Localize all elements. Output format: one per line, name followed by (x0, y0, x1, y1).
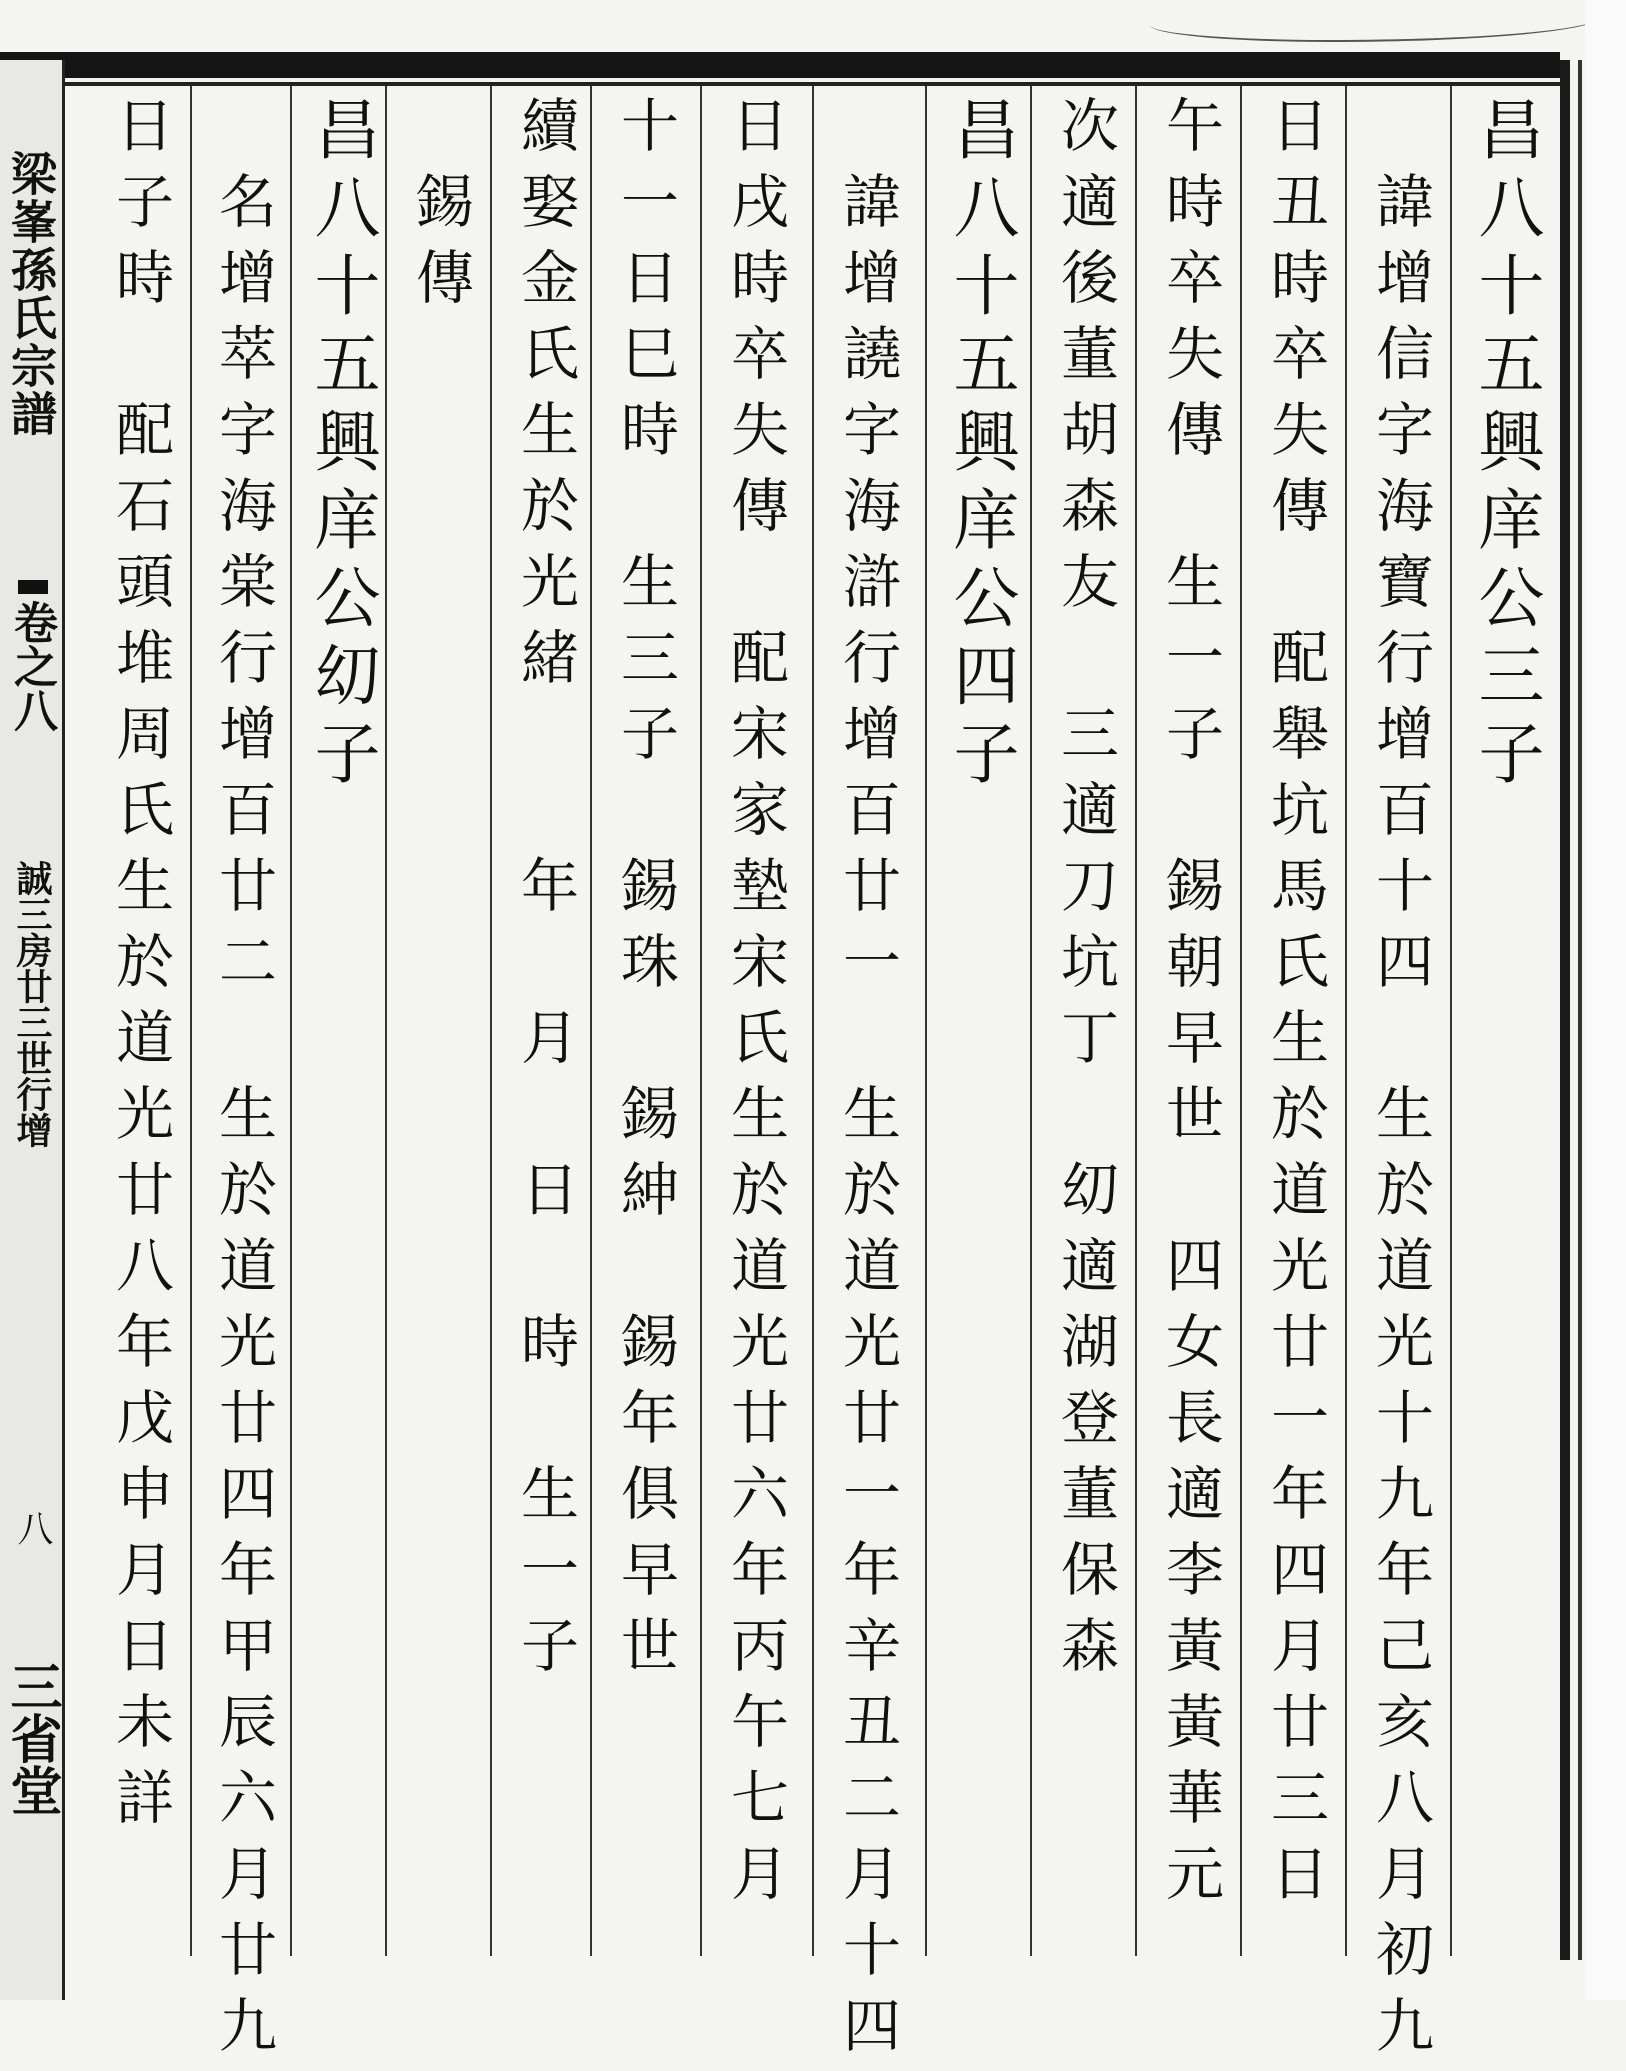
column-rule (490, 86, 492, 1956)
text-column-7: 諱增譊字海滸行增百廿一 生於道光廿一年辛丑二月十四 (833, 95, 901, 2071)
column-rule (1345, 86, 1347, 1956)
column-rule (290, 86, 292, 1956)
text-column-4: 午時卒失傳 生一子 錫朝早世 四女長適李黃黃華元 (1156, 95, 1224, 1919)
text-column-3: 日丑時卒失傳 配舉坑馬氏生於道光廿一年四月廿三日 (1261, 95, 1329, 1919)
page-number: 八 (12, 1510, 53, 1546)
text-column-12: 昌八十五興庠公㓜子 (303, 95, 380, 797)
column-rule (1240, 86, 1242, 1956)
column-rule (1450, 86, 1452, 1956)
book-title: 梁峯孫氏宗譜 (4, 150, 58, 438)
column-rule (925, 86, 927, 1956)
text-column-11: 錫傳 (406, 95, 474, 323)
page-curl (1150, 0, 1600, 42)
page-edge (1585, 0, 1626, 2000)
text-column-8: 日戌時卒失傳 配宋家墊宋氏生於道光廿六年丙午七月 (721, 95, 789, 1919)
text-column-5: 次適後董胡森友 三適刀坑丁 㓜適湖登董保森 (1051, 95, 1119, 1691)
text-column-10: 續娶金氏生於光緒 年 月 日 時 生一子 (511, 95, 579, 1691)
hall-name: 三省堂 (1, 1660, 62, 1816)
center-margin (0, 60, 65, 2000)
text-column-6: 昌八十五興庠公四子 (942, 95, 1019, 797)
text-column-13: 名增萃字海棠行增百廿二 生於道光廿四年甲辰六月廿九 (209, 95, 277, 2071)
column-rule (812, 86, 814, 1956)
column-rule (590, 86, 592, 1956)
column-rule (1030, 86, 1032, 1956)
text-column-2: 諱增信字海寶行增百十四 生於道光十九年己亥八月初九 (1366, 95, 1434, 2071)
branch-label: 誠三房廿三世行增 (11, 860, 53, 1148)
fish-tail-mark (18, 580, 48, 594)
text-column-9: 十一日巳時 生三子 錫珠 錫紳 錫年俱早世 (611, 95, 679, 1691)
right-border-thin (1578, 60, 1582, 1960)
column-rule (190, 86, 192, 1956)
volume-label: 卷之八 (6, 600, 57, 732)
column-rule (700, 86, 702, 1956)
text-column-1: 昌八十五興庠公三子 (1467, 95, 1544, 797)
top-border-thin (0, 82, 1560, 86)
column-rule (1135, 86, 1137, 1956)
text-column-14: 日子時 配石頭堆周氏生於道光廿八年戊申月日未詳 (106, 95, 174, 1843)
right-border (1560, 60, 1570, 1960)
top-border (0, 52, 1560, 78)
